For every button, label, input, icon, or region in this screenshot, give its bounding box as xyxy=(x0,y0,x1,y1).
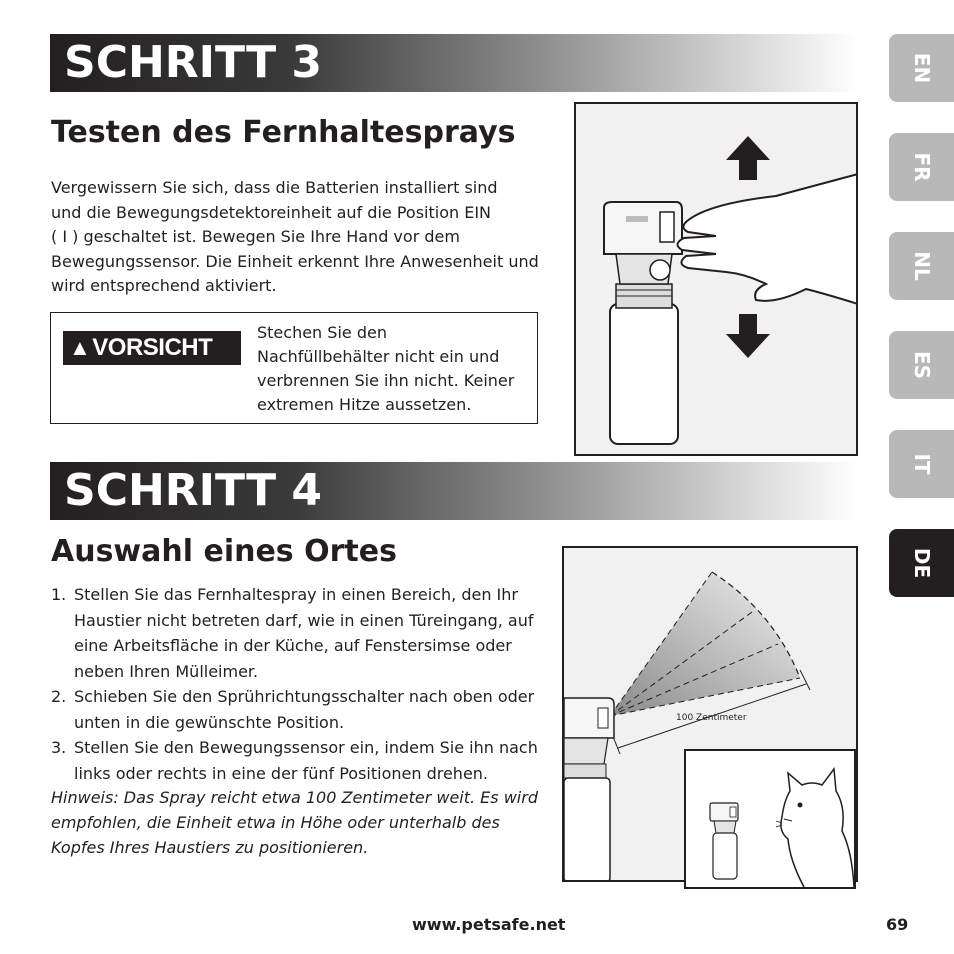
tab-label: DE xyxy=(909,547,934,579)
step4-banner-title: SCHRITT 4 xyxy=(64,465,323,516)
instruction-number: 2. xyxy=(51,687,67,706)
pet-height-drawing xyxy=(686,751,854,887)
tab-en[interactable] xyxy=(889,34,954,102)
step3-body-line: Bewegungssensor. Die Einheit erkennt Ihre Anwesenheit und xyxy=(51,251,539,271)
step3-banner xyxy=(50,34,858,92)
instruction-number: 3. xyxy=(51,738,67,757)
instruction-item xyxy=(51,582,551,684)
instruction-item xyxy=(51,684,551,735)
tab-label: IT xyxy=(909,453,934,475)
tab-de[interactable] xyxy=(889,529,954,597)
instruction-line: Stellen Sie das Fernhaltespray in einen Bereich, den Ihr xyxy=(74,585,518,604)
tab-label: FR xyxy=(909,152,934,182)
tab-fr[interactable] xyxy=(889,133,954,201)
footer-url[interactable]: www.petsafe.net xyxy=(412,915,566,934)
page-number: 69 xyxy=(886,915,909,934)
caution-line: Stechen Sie den xyxy=(257,323,387,342)
step3-body-line: ( I ) geschaltet ist. Bewegen Sie Ihre Hand vor dem xyxy=(51,227,460,246)
step3-body-line: und die Bewegungsdetektoreinheit auf die Position EIN xyxy=(51,202,491,222)
step3-body-line: Vergewissern Sie sich, dass die Batterien installiert sind xyxy=(51,178,498,197)
warning-triangle-icon: ▲ xyxy=(69,335,91,360)
tab-label: ES xyxy=(909,350,934,380)
note-line: empfohlen, die Einheit etwa in Höhe oder unterhalb des xyxy=(51,813,500,832)
instruction-line: Schieben Sie den Sprührichtungsschalter nach oben oder xyxy=(74,687,535,706)
step3-body-line: wird entsprechend aktiviert. xyxy=(51,276,277,295)
caution-box xyxy=(50,312,538,424)
instruction-item xyxy=(51,735,551,786)
caution-text xyxy=(257,321,527,417)
step4-banner xyxy=(50,462,858,520)
hand-test-illustration xyxy=(574,102,858,456)
distance-label: 100 Zentimeter xyxy=(676,713,747,723)
step3-banner-title: SCHRITT 3 xyxy=(64,37,323,88)
step3-heading: Testen des Fernhaltesprays xyxy=(51,115,516,150)
instruction-line: links oder rechts in eine der fünf Positionen drehen. xyxy=(74,763,489,783)
tab-label: EN xyxy=(909,52,934,84)
caution-badge xyxy=(63,331,241,365)
note-line: Hinweis: Das Spray reicht etwa 100 Zentimeter weit. Es wird xyxy=(51,788,538,807)
caution-line: Nachfüllbehälter nicht ein und xyxy=(257,347,500,366)
step3-body xyxy=(51,176,551,299)
step4-heading: Auswahl eines Ortes xyxy=(51,534,397,569)
instruction-line: neben Ihren Mülleimer. xyxy=(74,661,259,681)
tab-es[interactable] xyxy=(889,331,954,399)
caution-line: verbrennen Sie ihn nicht. Keiner xyxy=(257,371,515,390)
caution-line: extremen Hitze aussetzen. xyxy=(257,395,472,414)
instruction-number: 1. xyxy=(51,585,67,604)
step4-instructions xyxy=(51,582,551,786)
note-line: Kopfes Ihres Haustiers zu positionieren. xyxy=(51,838,369,857)
hand-test-drawing xyxy=(576,104,856,454)
instruction-line: unten in die gewünschte Position. xyxy=(74,712,345,732)
instruction-line: Stellen Sie den Bewegungssensor ein, indem Sie ihn nach xyxy=(74,738,538,757)
pet-height-inset xyxy=(684,749,856,889)
tab-label: NL xyxy=(909,251,934,281)
tab-nl[interactable] xyxy=(889,232,954,300)
instruction-line: Haustier nicht betreten darf, wie in einen Türeingang, auf xyxy=(74,610,534,630)
tab-it[interactable] xyxy=(889,430,954,498)
caution-badge-label: VORSICHT xyxy=(92,334,213,361)
instruction-line: eine Arbeitsfläche in der Küche, auf Fenstersimse oder xyxy=(74,636,512,655)
range-note xyxy=(51,785,551,860)
